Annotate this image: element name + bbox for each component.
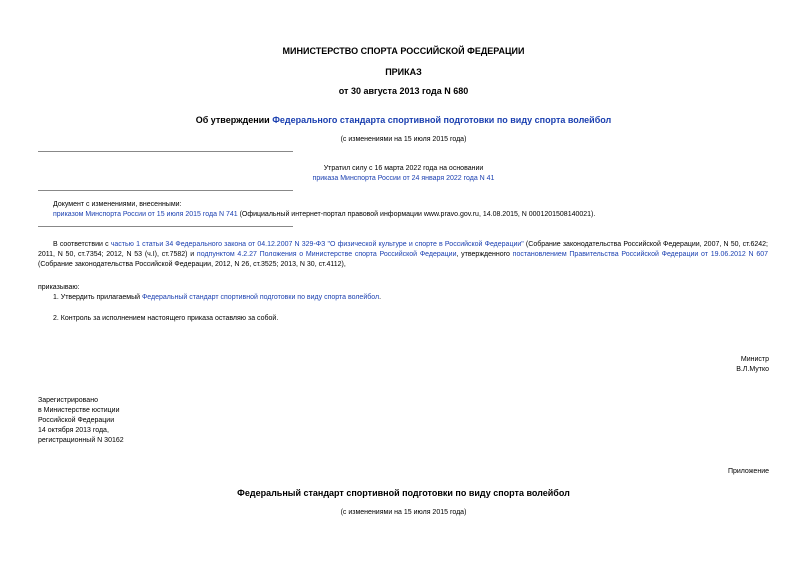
order-item-1-prefix: 1. Утвердить прилагаемый xyxy=(53,294,142,301)
law-link[interactable]: частью 1 статьи 34 Федерального закона от 04.12.2007 N 329-ФЗ "О физической культуре и спорте в Российской Федерации" xyxy=(110,241,524,248)
regulation-link[interactable]: подпунктом 4.2.27 Положения о Министерстве спорта Российской Федерации xyxy=(196,251,457,258)
doc-title-link[interactable]: Федерального стандарта спортивной подготовки по виду спорта волейбол xyxy=(272,115,612,125)
appendix-title: Федеральный стандарт спортивной подготовки по виду спорта волейбол xyxy=(237,488,570,498)
registration-line: Российской Федерации xyxy=(38,417,115,424)
separator-line xyxy=(38,226,293,227)
registration-line: в Министерстве юстиции xyxy=(38,407,120,414)
standard-link[interactable]: Федеральный стандарт спортивной подготовки по виду спорта волейбол xyxy=(141,294,380,301)
signature-name: В.Л.Мутко xyxy=(736,366,769,373)
preamble-text-3: , утвержденного xyxy=(456,251,513,258)
registration-line: Зарегистрировано xyxy=(38,397,98,404)
registration-line: регистрационный N 30162 xyxy=(38,437,124,444)
preamble-paragraph xyxy=(38,240,768,270)
preamble-text-2: (Собрание законодательства Российской Федерации, 2007, N 50, ст.6242; 2011, N 50, ст.7354; 2012, N 53 (ч.I), ст.7582) и xyxy=(38,241,768,258)
lost-force-text: Утратил силу с 16 марта 2022 года на основании xyxy=(323,165,484,172)
lost-force-basis-link[interactable]: приказа Минспорта России от 24 января 2022 года N 41 xyxy=(312,175,495,182)
changes-order-note: (Официальный интернет-портал правовой информации www.pravo.gov.ru, 14.08.2015, N 0001201508140021). xyxy=(237,211,596,218)
order-item-1 xyxy=(53,293,381,303)
preamble-text-4: (Собрание законодательства Российской Федерации, 2012, N 26, ст.3525; 2013, N 30, ст.4112), xyxy=(38,261,346,268)
appendix-label: Приложение xyxy=(727,468,769,475)
order-item-2: 2. Контроль за исполнением настоящего приказа оставляю за собой. xyxy=(53,315,279,322)
registration-block xyxy=(38,396,124,446)
doc-date-number: от 30 августа 2013 года N 680 xyxy=(338,86,469,96)
amended-note: (с изменениями на 15 июля 2015 года) xyxy=(340,136,467,143)
changes-order-link[interactable]: приказом Минспорта России от 15 июля 2015 года N 741 xyxy=(53,211,238,218)
order-item-1-suffix: . xyxy=(379,294,382,301)
preamble-text-1: В соответствии с xyxy=(53,241,111,248)
changes-entry xyxy=(53,210,773,220)
appendix-amended-note: (с изменениями на 15 июля 2015 года) xyxy=(340,509,467,516)
doc-title-prefix: Об утверждении xyxy=(195,115,273,125)
resolution-link[interactable]: постановлением Правительства Российской Федерации от 19.06.2012 N 607 xyxy=(512,251,769,258)
changes-label: Документ с изменениями, внесенными: xyxy=(53,201,182,208)
doc-title xyxy=(0,115,807,125)
signature-position: Министр xyxy=(740,356,769,363)
ministry-heading: МИНИСТЕРСТВО СПОРТА РОССИЙСКОЙ ФЕДЕРАЦИИ xyxy=(282,46,525,56)
order-word: приказываю: xyxy=(38,284,80,291)
registration-line: 14 октября 2013 года, xyxy=(38,427,109,434)
doc-type-heading: ПРИКАЗ xyxy=(385,67,422,77)
separator-line xyxy=(38,151,293,152)
lost-force-basis xyxy=(0,174,807,184)
separator-line xyxy=(38,190,293,191)
